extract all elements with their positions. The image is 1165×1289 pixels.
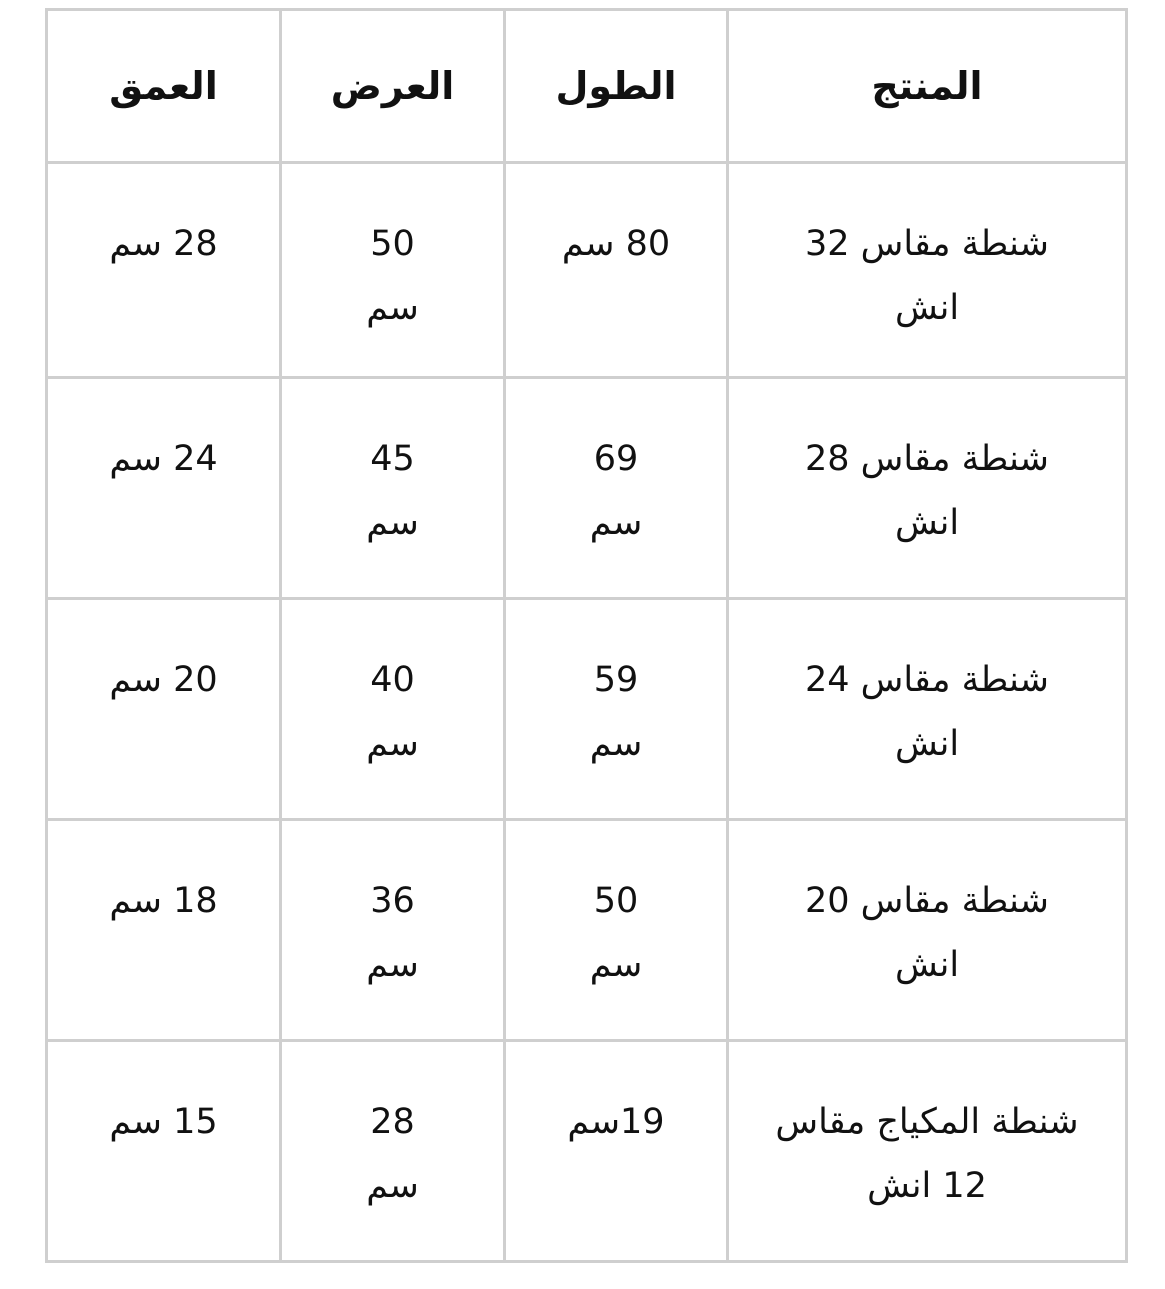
product-cell: شنطة مقاس 28 انش — [728, 378, 1127, 599]
table-row — [47, 1041, 1127, 1262]
width-cell: 36 سم — [281, 820, 505, 1041]
table-row — [47, 163, 1127, 378]
length-cell: 50 سم — [505, 820, 728, 1041]
product-cell: شنطة مقاس 24 انش — [728, 599, 1127, 820]
product-cell: شنطة مقاس 32 انش — [728, 163, 1127, 378]
width-cell: 45 سم — [281, 378, 505, 599]
length-cell: 59 سم — [505, 599, 728, 820]
depth-cell: 18 سم — [47, 820, 281, 1041]
width-cell: 50 سم — [281, 163, 505, 378]
depth-cell: 15 سم — [47, 1041, 281, 1262]
header-row — [47, 10, 1127, 163]
product-cell: شنطة مقاس 20 انش — [728, 820, 1127, 1041]
header-depth: العمق — [47, 10, 281, 163]
length-cell: 69 سم — [505, 378, 728, 599]
product-cell: شنطة المكياج مقاس 12 انش — [728, 1041, 1127, 1262]
length-cell: 80 سم — [505, 163, 728, 378]
table-row — [47, 599, 1127, 820]
width-cell: 28 سم — [281, 1041, 505, 1262]
width-cell: 40 سم — [281, 599, 505, 820]
header-length: الطول — [505, 10, 728, 163]
table-row — [47, 820, 1127, 1041]
depth-cell: 24 سم — [47, 378, 281, 599]
header-product: المنتج — [728, 10, 1127, 163]
depth-cell: 28 سم — [47, 163, 281, 378]
table-row — [47, 378, 1127, 599]
length-cell: 19سم — [505, 1041, 728, 1262]
size-table — [45, 8, 1128, 1263]
depth-cell: 20 سم — [47, 599, 281, 820]
header-width: العرض — [281, 10, 505, 163]
